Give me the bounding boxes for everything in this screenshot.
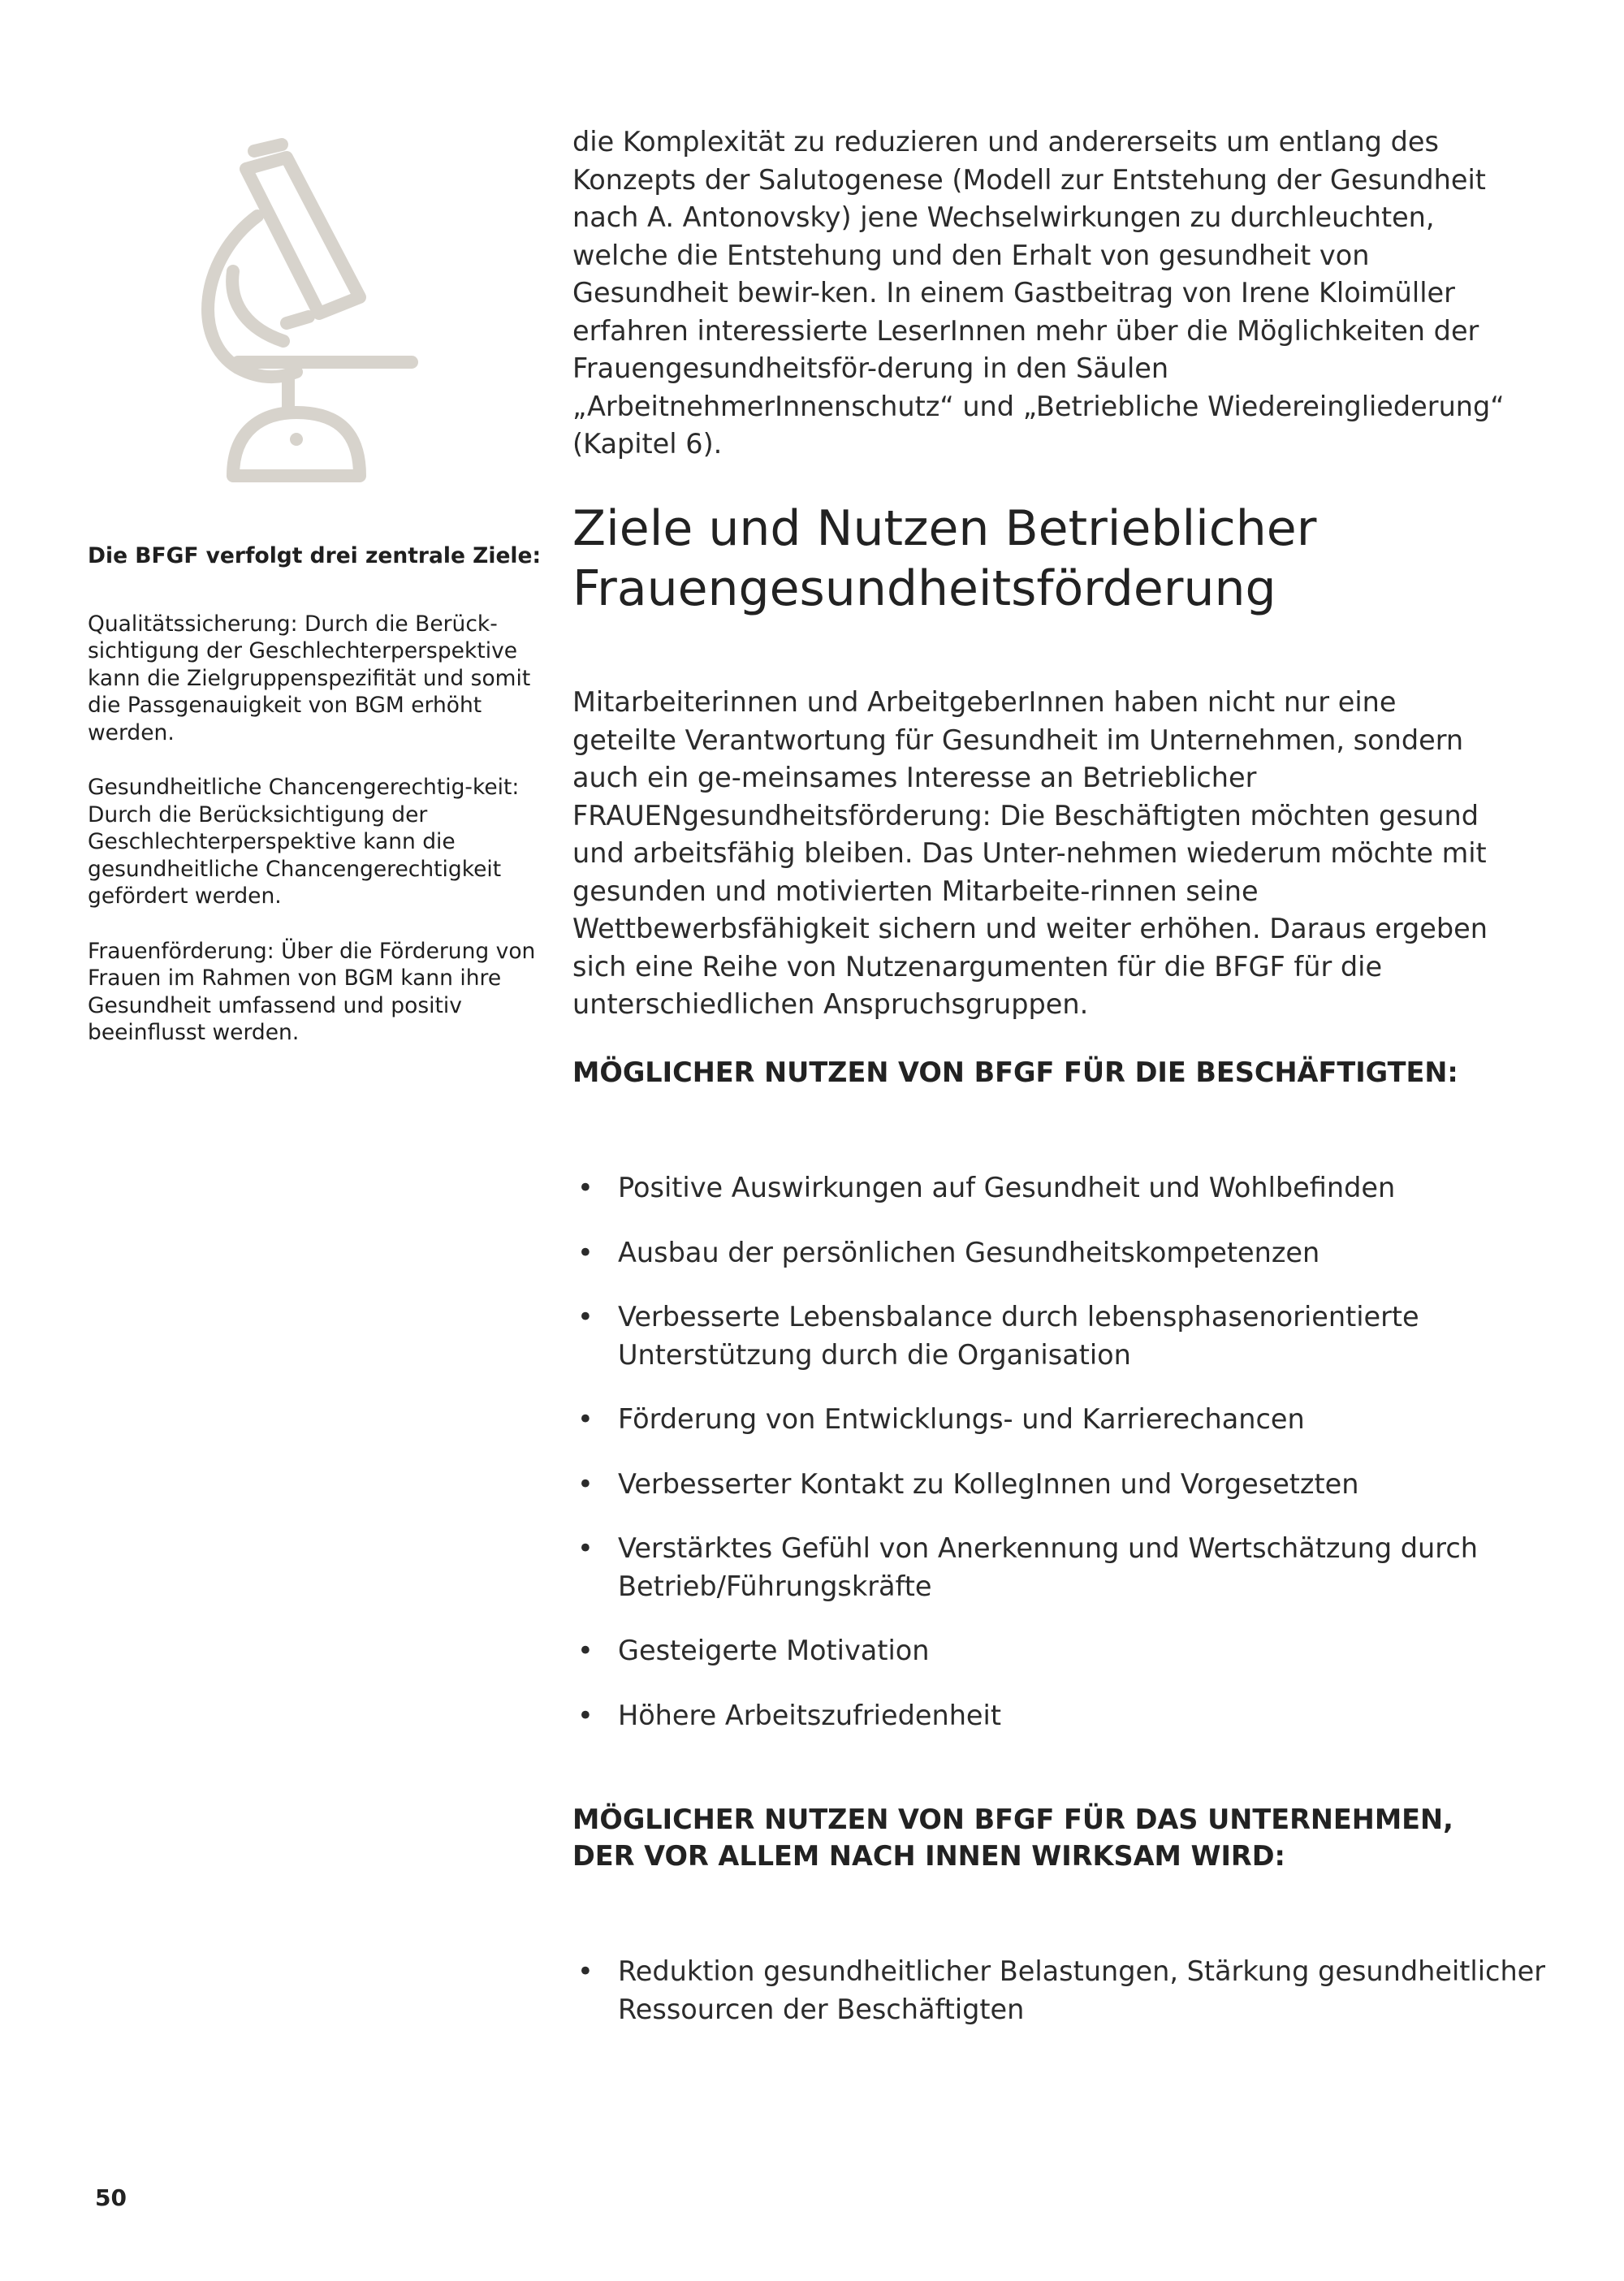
sidebar-item: Frauenförderung: Über die Förderung von Frauen im Rahmen von BGM kann ihre Gesundheit umfassend und positiv beeinflusst werden.	[88, 938, 536, 1045]
list-item-text: Verbesserter Kontakt zu KollegInnen und Vorgesetzten	[618, 1467, 1359, 1500]
list-item-text: Förderung von Entwicklungs- und Karrierechancen	[618, 1403, 1305, 1435]
list-item	[572, 1401, 1563, 1439]
intro-text	[572, 123, 1506, 464]
list-item	[572, 1530, 1563, 1605]
list-item-text: Verbesserte Lebensbalance durch lebensphasenorientierte Unterstützung durch die Organisation	[618, 1301, 1419, 1371]
list-item-text: Gesteigerte Motivation	[618, 1635, 930, 1666]
list-item-text: Positive Auswirkungen auf Gesundheit und Wohlbefinden	[618, 1172, 1396, 1203]
intro-paragraph: die Komplexität zu reduzieren und andererseits um entlang des Konzepts der Salutogenese (Modell zur Entstehung der Gesundheit nach A. Antonovsky) jene Wechselwirkungen zu durchleuchten, welche die Entstehung und den Erhalt von gesundheit von Gesundheit bewir-ken. In einem Gastbeitrag von Irene Kloimüller erfahren interessierte LeserInnen mehr über die Möglichkeiten der Frauengesundheitsför-derung in den Säulen „ArbeitnehmerInnenschutz“ und „Betriebliche Wiedereingliederung“ (Kapitel 6).	[572, 126, 1505, 460]
benefits-employees-list	[572, 1169, 1563, 1761]
subheading-company	[572, 1801, 1547, 1874]
bullet: •	[577, 1172, 594, 1203]
list-item-text: Reduktion gesundheitlicher Belastungen, Stärkung gesundheitlicher Ressourcen der Beschäftigten	[618, 1955, 1546, 2025]
bullet: •	[577, 1532, 594, 1564]
list-item	[572, 1169, 1563, 1207]
bullet: •	[577, 1236, 594, 1268]
sidebar-item: Gesundheitliche Chancengerechtig-keit: Durch die Berücksichtigung der Geschlechterperspektive kann die gesundheitliche Chancengerechtigkeit gefördert werden.	[88, 775, 520, 909]
section-heading: Ziele und Nutzen Betrieblicher Frauengesundheitsförderung	[572, 500, 1317, 617]
list-item	[572, 1697, 1563, 1735]
subheading-company-line1: MÖGLICHER NUTZEN VON BFGF FÜR DAS UNTERNEHMEN,	[572, 1804, 1453, 1835]
sidebar-intro: Die BFGF verfolgt drei zentrale Ziele:	[88, 543, 542, 568]
bullet: •	[577, 1635, 594, 1666]
list-item	[572, 1234, 1563, 1272]
list-item	[572, 1953, 1563, 2028]
bullet: •	[577, 1955, 594, 1987]
body-paragraph: Mitarbeiterinnen und ArbeitgeberInnen haben nicht nur eine geteilte Verantwortung für Gesundheit im Unternehmen, sondern auch ein ge-meinsames Interesse an Betrieblicher FRAUENgesundheitsförderung: Die Beschäftigten möchten gesund und arbeitsfähig bleiben. Das Unter-nehmen wiederum möchte mit gesunden und motivierten Mitarbeite-rinnen seine Wettbewerbsfähigkeit sichern und weiter erhöhen. Daraus ergeben sich eine Reihe von Nutzenargumenten für die BFGF für die unterschiedlichen Anspruchsgruppen.	[572, 686, 1488, 1020]
benefits-company-list	[572, 1953, 1563, 2055]
list-item-text: Ausbau der persönlichen Gesundheitskompetenzen	[618, 1236, 1320, 1268]
list-item	[572, 1466, 1563, 1504]
sidebar-item: Qualitätssicherung: Durch die Berück-sichtigung der Geschlechterperspektive kann die Zielgruppenspezifität und somit die Passgenauigkeit von BGM erhöht werden.	[88, 611, 531, 745]
subheading-employees: MÖGLICHER NUTZEN VON BFGF FÜR DIE BESCHÄFTIGTEN:	[572, 1056, 1458, 1088]
bullet: •	[577, 1301, 594, 1333]
list-item	[572, 1298, 1563, 1374]
list-item	[572, 1632, 1563, 1670]
page-number: 50	[95, 2184, 127, 2211]
sidebar	[88, 542, 542, 1074]
list-item-text: Verstärktes Gefühl von Anerkennung und Wertschätzung durch Betrieb/Führungskräfte	[618, 1532, 1478, 1602]
subheading-company-line2: DER VOR ALLEM NACH INNEN WIRKSAM WIRD:	[572, 1840, 1285, 1872]
bullet: •	[577, 1467, 594, 1500]
bullet: •	[577, 1699, 594, 1731]
list-item-text: Höhere Arbeitszufriedenheit	[618, 1699, 1001, 1731]
microscope-icon	[183, 136, 426, 494]
bullet: •	[577, 1403, 594, 1435]
